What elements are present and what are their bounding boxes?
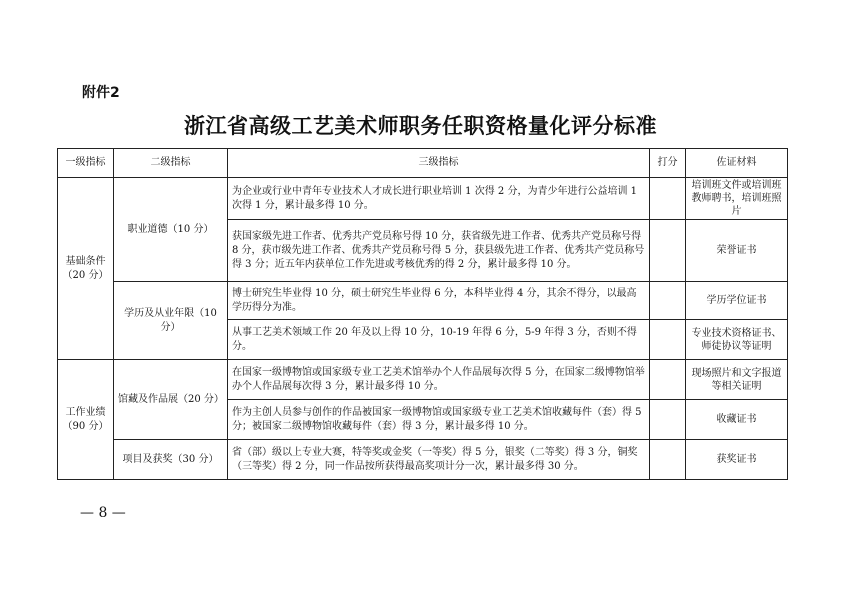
evidence-cell: 荣誉证书 — [686, 220, 788, 282]
header-level2: 二级指标 — [114, 149, 228, 178]
evidence-cell: 收藏证书 — [686, 400, 788, 440]
header-score: 打分 — [650, 149, 686, 178]
level1-cell: 工作业绩（90 分） — [58, 360, 114, 480]
evidence-cell: 专业技术资格证书、师徒协议等证明 — [686, 320, 788, 360]
score-cell[interactable] — [650, 360, 686, 400]
level1-cell: 基础条件（20 分） — [58, 178, 114, 360]
score-cell[interactable] — [650, 440, 686, 480]
table-row — [58, 178, 788, 220]
header-evidence: 佐证材料 — [686, 149, 788, 178]
score-cell[interactable] — [650, 220, 686, 282]
level2-cell: 学历及从业年限（10 分） — [114, 282, 228, 360]
evidence-cell: 现场照片和文字报道等相关证明 — [686, 360, 788, 400]
criteria-cell: 博士研究生毕业得 10 分，硕士研究生毕业得 6 分，本科毕业得 4 分，其余不得分，以最高学历得分为准。 — [228, 282, 650, 320]
criteria-cell: 为企业或行业中青年专业技术人才成长进行职业培训 1 次得 2 分，为青少年进行公益培训 1 次得 1 分，累计最多得 10 分。 — [228, 178, 650, 220]
table-row — [58, 282, 788, 320]
score-cell[interactable] — [650, 178, 686, 220]
scoring-table — [57, 148, 788, 480]
criteria-cell: 在国家一级博物馆或国家级专业工艺美术馆举办个人作品展每次得 5 分，在国家二级博物馆举办个人作品展每次得 3 分，累计最多得 10 分。 — [228, 360, 650, 400]
criteria-cell: 省（部）级以上专业大赛，特等奖或金奖（一等奖）得 5 分，银奖（二等奖）得 3 分，铜奖（三等奖）得 2 分，同一作品按所获得最高奖项计分一次，累计最多得 30 分。 — [228, 440, 650, 480]
table-header-row — [58, 149, 788, 178]
evidence-cell: 获奖证书 — [686, 440, 788, 480]
score-cell[interactable] — [650, 400, 686, 440]
level2-cell: 馆藏及作品展（20 分） — [114, 360, 228, 440]
header-level1: 一级指标 — [58, 149, 114, 178]
criteria-cell: 从事工艺美术领域工作 20 年及以上得 10 分，10-19 年得 6 分，5-9 年得 3 分，否则不得分。 — [228, 320, 650, 360]
attachment-label: 附件2 — [82, 85, 120, 101]
level2-cell: 职业道德（10 分） — [114, 178, 228, 282]
score-cell[interactable] — [650, 282, 686, 320]
score-cell[interactable] — [650, 320, 686, 360]
table-row — [58, 440, 788, 480]
evidence-cell: 培训班文件或培训班教师聘书，培训班照片 — [686, 178, 788, 220]
criteria-cell: 获国家级先进工作者、优秀共产党员称号得 10 分，获省级先进工作者、优秀共产党员称号得 8 分，获市级先进工作者、优秀共产党员称号得 5 分，获县级先进工作者、优秀共产党员称号得 3 分；近五年内获单位工作先进或考核优秀的得 2 分，累计最多得 10 分。 — [228, 220, 650, 282]
evidence-cell: 学历学位证书 — [686, 282, 788, 320]
criteria-cell: 作为主创人员参与创作的作品被国家一级博物馆或国家级专业工艺美术馆收藏每件（套）得 5 分；被国家二级博物馆收藏每件（套）得 3 分，累计最多得 10 分。 — [228, 400, 650, 440]
document-title: 浙江省高级工艺美术师职务任职资格量化评分标准 — [184, 113, 657, 138]
level2-cell: 项目及获奖（30 分） — [114, 440, 228, 480]
page-number: — 8 — — [80, 505, 126, 521]
header-level3: 三级指标 — [228, 149, 650, 178]
table-row — [58, 360, 788, 400]
